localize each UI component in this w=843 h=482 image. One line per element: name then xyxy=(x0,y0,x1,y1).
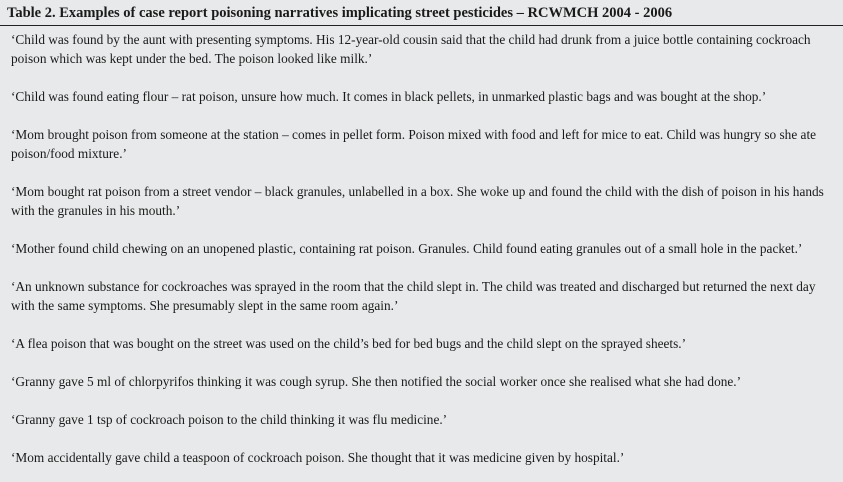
narratives-list xyxy=(0,26,843,467)
narrative-row: ‘Mom brought poison from someone at the station – comes in pellet form. Poison mixed with food and left for mice to eat. Child was hungry so she ate poison/food mixture.’ xyxy=(11,127,817,161)
narrative-row: ‘Mom accidentally gave child a teaspoon of cockroach poison. She thought that it was medicine given by hospital.’ xyxy=(11,450,625,465)
narrative-row: ‘Mom bought rat poison from a street vendor – black granules, unlabelled in a box. She woke up and found the child with the dish of poison in his hands with the granules in his mouth.’ xyxy=(11,184,824,218)
narrative-row: ‘Granny gave 1 tsp of cockroach poison to the child thinking it was flu medicine.’ xyxy=(11,412,448,427)
narrative-row: ‘Mother found child chewing on an unopened plastic, containing rat poison. Granules. Child found eating granules out of a small hole in the packet.’ xyxy=(11,241,803,256)
narrative-row: ‘Child was found by the aunt with presenting symptoms. His 12-year-old cousin said that the child had drunk from a juice bottle containing cockroach poison which was kept under the bed. The poison looked like milk.’ xyxy=(11,32,811,66)
narrative-row: ‘An unknown substance for cockroaches was sprayed in the room that the child slept in. The child was treated and discharged but returned the next day with the same symptoms. She presumably slept in the same room again.’ xyxy=(11,279,816,313)
narrative-row: ‘Granny gave 5 ml of chlorpyrifos thinking it was cough syrup. She then notified the social worker once she realised what she had done.’ xyxy=(11,374,742,389)
narrative-row: ‘A flea poison that was bought on the street was used on the child’s bed for bed bugs and the child slept on the sprayed sheets.’ xyxy=(11,336,687,351)
narrative-row: ‘Child was found eating flour – rat poison, unsure how much. It comes in black pellets, in unmarked plastic bags and was bought at the shop.’ xyxy=(11,89,767,104)
table-caption: Table 2. Examples of case report poisoning narratives implicating street pesticides – RCWMCH 2004 - 2006 xyxy=(0,0,843,26)
